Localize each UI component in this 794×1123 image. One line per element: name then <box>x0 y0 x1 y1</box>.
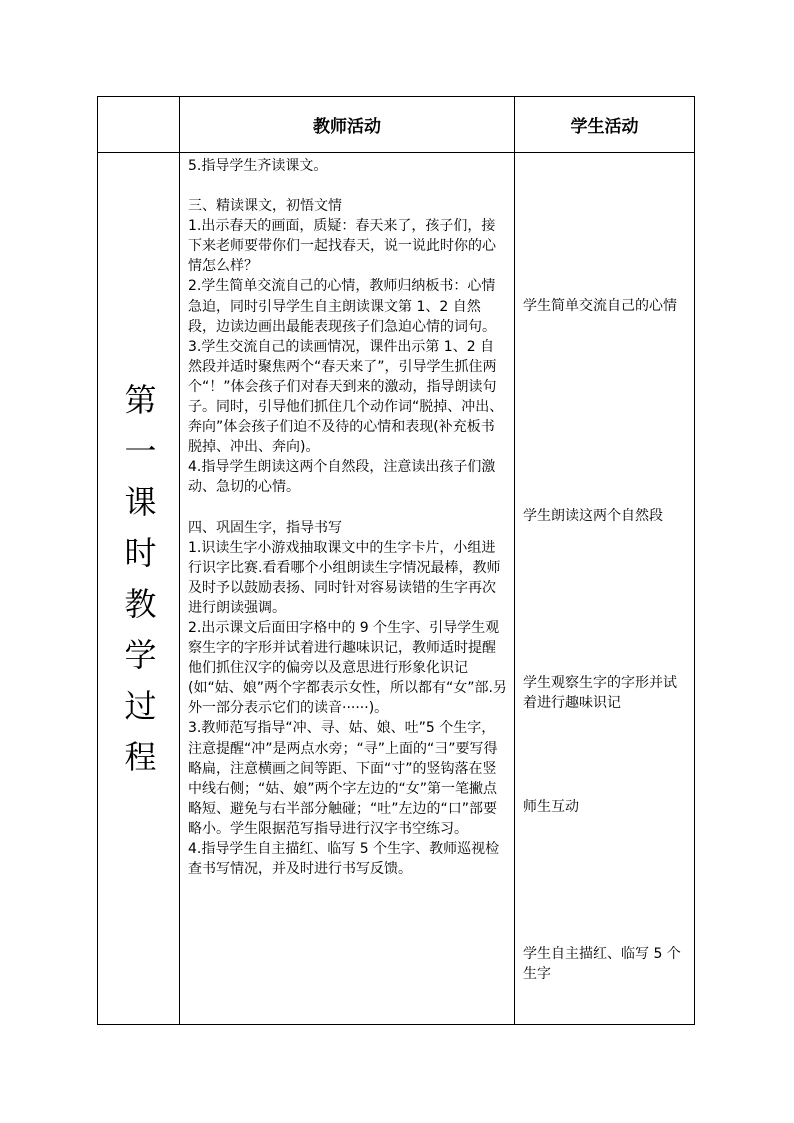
teacher-step: 1.识读生字小游戏抽取课文中的生字卡片，小组进行识字比赛.看看哪个小组朗读生字情况最棒，教师及时予以鼓励表扬、同时针对容易读错的生字再次进行朗读强调。 <box>188 539 501 616</box>
teacher-step: 2.学生简单交流自己的心情，教师归纳板书：心情急迫，同时引导学生自主朗读课文第 1、2 自然段，边读边画出最能表现孩子们急迫心情的词句。 <box>188 278 496 335</box>
student-note: 学生朗读这两个自然段 <box>523 508 663 524</box>
teacher-activity-cell <box>180 153 515 1025</box>
teacher-step: 2.出示课文后面田字格中的 9 个生字、引导学生观察生字的字形并试着进行趣味识记，教师适时提醒他们抓住汉字的偏旁以及意思进行形象化识记(如“姑、娘”两个字都表示女性，所以都有“女”部.另外一部分表示它们的读音······)。 <box>188 619 507 717</box>
teacher-step: 3.教师范写指导“冲、寻、姑、娘、吐”5 个生字，注意提醒“冲”是两点水旁；“寻”上面的“彐”要写得略扁，注意横画之间等距、下面“寸”的竖钩落在竖中线右侧；“姑、娘”两个字左边的“女”第一笔撇点略短、避免与右半部分触碰；“吐”左边的“口”部要略小。学生限据范写指导进行汉字书空练习。 <box>188 720 498 837</box>
student-note: 学生自主描红、临写 5 个生字 <box>523 946 681 982</box>
teacher-step: 5.指导学生齐读课文。 <box>188 158 328 174</box>
lesson-plan-table <box>97 96 695 1025</box>
header-teacher-activity: 教师活动 <box>180 97 515 153</box>
teacher-step: 4.指导学生自主描红、临写 5 个生字、教师巡视检查书写情况，并及时进行书写反馈。 <box>188 841 500 878</box>
spacer <box>188 498 508 518</box>
spacer <box>188 176 508 196</box>
header-student-activity: 学生活动 <box>515 97 695 153</box>
student-activity-cell <box>515 153 695 1025</box>
section-heading: 四、巩固生字，指导书写 <box>188 519 342 536</box>
stage-label: 第一课时教学过程 <box>119 382 158 791</box>
teacher-step: 3.学生交流自己的读画情况，课件出示第 1、2 自然段并适时聚焦两个“春天来了”，引导学生抓住两个“！”体会孩子们对春天到来的激动，指导朗读句子。同时，引导他们抓住几个动作词“脱掉、冲出、奔向”体会孩子们迫不及待的心情和表现(补充板书脱掉、冲出、奔向)。 <box>188 338 504 456</box>
header-stage-cell <box>98 97 180 153</box>
teacher-step: 4.指导学生朗读这两个自然段，注意读出孩子们激动、急切的心情。 <box>188 459 496 496</box>
table-body-row <box>98 153 695 1025</box>
student-note: 师生互动 <box>523 799 579 815</box>
stage-cell <box>98 153 180 1025</box>
section-heading: 三、精读课文，初悟文情 <box>188 198 342 215</box>
student-note: 学生简单交流自己的心情 <box>523 298 677 314</box>
teacher-step: 1.出示春天的画面，质疑：春天来了，孩子们，接下来老师要带你们一起找春天，说一说此时你的心情怎么样？ <box>188 218 496 275</box>
table-header-row <box>98 97 695 153</box>
student-note: 学生观察生字的字形并试着进行趣味识记 <box>523 675 677 711</box>
